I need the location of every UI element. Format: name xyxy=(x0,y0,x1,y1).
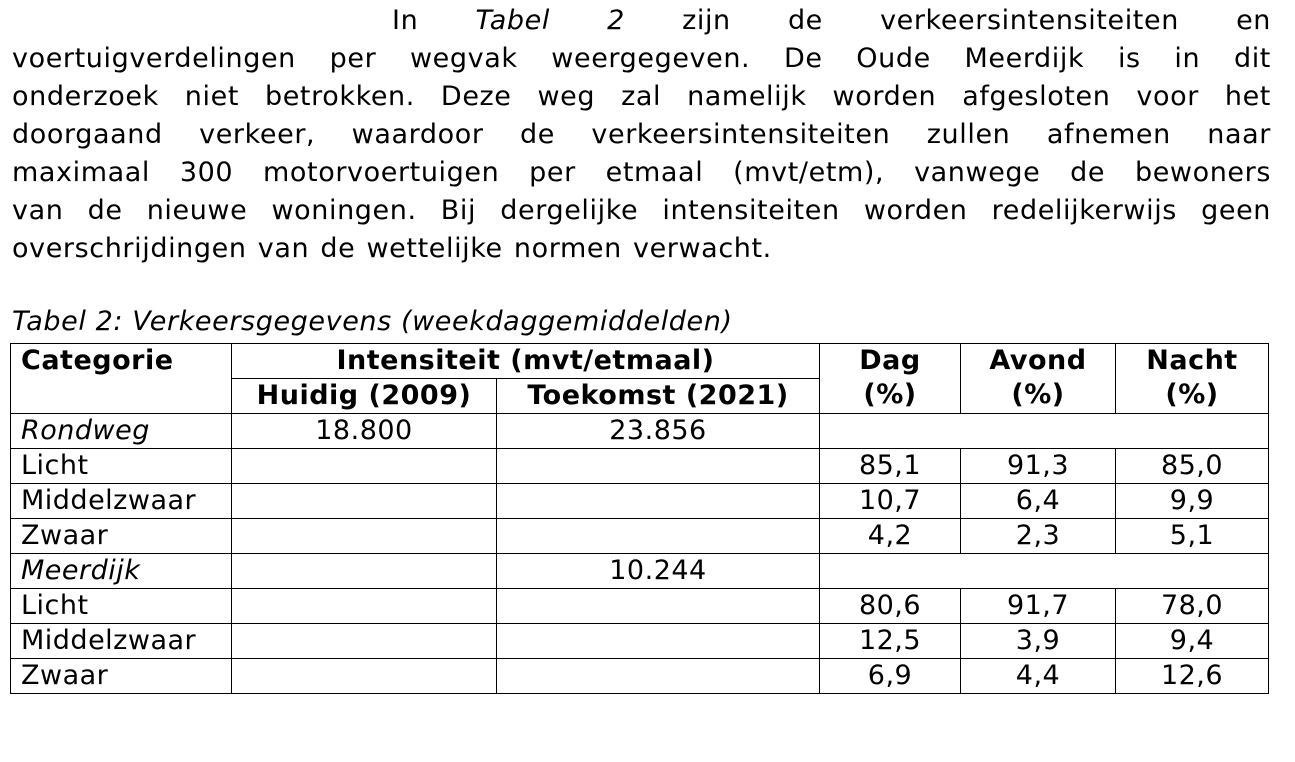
group-future: 23.856 xyxy=(497,414,820,449)
night-value: 85,0 xyxy=(1116,449,1269,484)
empty-cell xyxy=(232,449,497,484)
evening-value: 2,3 xyxy=(961,519,1116,554)
empty-cell xyxy=(232,519,497,554)
header-day-unit: (%) xyxy=(863,379,917,410)
empty-cell xyxy=(232,659,497,694)
paragraph-line: doorgaand verkeer, waardoor de verkeersintensiteiten zullen afnemen naar xyxy=(12,119,1271,150)
empty-cell xyxy=(232,484,497,519)
day-value: 12,5 xyxy=(820,624,961,659)
empty-cell xyxy=(232,589,497,624)
paragraph-line: voertuigverdelingen per wegvak weergegeven. De Oude Meerdijk is in dit xyxy=(12,43,1271,74)
header-future: Toekomst (2021) xyxy=(497,379,820,414)
day-value: 85,1 xyxy=(820,449,961,484)
evening-value: 91,7 xyxy=(961,589,1116,624)
group-name: Rondweg xyxy=(11,414,232,449)
night-value: 5,1 xyxy=(1116,519,1269,554)
day-value: 4,2 xyxy=(820,519,961,554)
row-label: Middelzwaar xyxy=(11,624,232,659)
row-label: Zwaar xyxy=(11,519,232,554)
header-night-unit: (%) xyxy=(1165,379,1219,410)
empty-cell xyxy=(232,624,497,659)
empty-cell xyxy=(497,659,820,694)
paragraph-text: In xyxy=(392,5,419,36)
paragraph-text: zijn de verkeersintensiteiten en xyxy=(682,5,1272,36)
empty-cell xyxy=(497,484,820,519)
header-night xyxy=(1116,344,1269,414)
body-paragraph xyxy=(12,2,1271,268)
table-row xyxy=(11,449,1269,484)
header-category: Categorie xyxy=(11,344,232,414)
paragraph-line: onderzoek niet betrokken. Deze weg zal namelijk worden afgesloten voor het xyxy=(12,81,1271,112)
evening-value: 3,9 xyxy=(961,624,1116,659)
day-value: 10,7 xyxy=(820,484,961,519)
header-day xyxy=(820,344,961,414)
table-row xyxy=(11,624,1269,659)
header-night-label: Nacht xyxy=(1146,345,1238,376)
header-evening xyxy=(961,344,1116,414)
group-name: Meerdijk xyxy=(11,554,232,589)
group-current: 18.800 xyxy=(232,414,497,449)
group-empty-cell xyxy=(820,554,1269,589)
table-row xyxy=(11,589,1269,624)
group-future: 10.244 xyxy=(497,554,820,589)
empty-cell xyxy=(497,589,820,624)
night-value: 9,4 xyxy=(1116,624,1269,659)
table-row xyxy=(11,659,1269,694)
night-value: 9,9 xyxy=(1116,484,1269,519)
night-value: 78,0 xyxy=(1116,589,1269,624)
group-row xyxy=(11,554,1269,589)
header-current: Huidig (2009) xyxy=(232,379,497,414)
row-label: Zwaar xyxy=(11,659,232,694)
paragraph-line xyxy=(12,2,1271,40)
group-current xyxy=(232,554,497,589)
header-evening-unit: (%) xyxy=(1011,379,1065,410)
empty-cell xyxy=(497,449,820,484)
group-empty-cell xyxy=(820,414,1269,449)
paragraph-line: overschrijdingen van de wettelijke normen verwacht. xyxy=(12,233,772,264)
table-row xyxy=(11,484,1269,519)
paragraph-line: van de nieuwe woningen. Bij dergelijke intensiteiten worden redelijkerwijs geen xyxy=(12,195,1271,226)
header-evening-label: Avond xyxy=(989,345,1087,376)
evening-value: 4,4 xyxy=(961,659,1116,694)
evening-value: 91,3 xyxy=(961,449,1116,484)
day-value: 80,6 xyxy=(820,589,961,624)
empty-cell xyxy=(497,624,820,659)
evening-value: 6,4 xyxy=(961,484,1116,519)
row-label: Middelzwaar xyxy=(11,484,232,519)
traffic-table xyxy=(10,343,1269,694)
row-label: Licht xyxy=(11,589,232,624)
empty-cell xyxy=(497,519,820,554)
table-row xyxy=(11,519,1269,554)
table-reference: Tabel 2 xyxy=(475,5,625,36)
day-value: 6,9 xyxy=(820,659,961,694)
paragraph-line: maximaal 300 motorvoertuigen per etmaal (mvt/etm), vanwege de bewoners xyxy=(12,157,1271,188)
row-label: Licht xyxy=(11,449,232,484)
group-row xyxy=(11,414,1269,449)
night-value: 12,6 xyxy=(1116,659,1269,694)
table-caption: Tabel 2: Verkeersgegevens (weekdaggemiddelden) xyxy=(12,306,733,337)
header-day-label: Dag xyxy=(859,345,921,376)
header-intensity: Intensiteit (mvt/etmaal) xyxy=(232,344,820,379)
document-page xyxy=(12,0,1272,691)
